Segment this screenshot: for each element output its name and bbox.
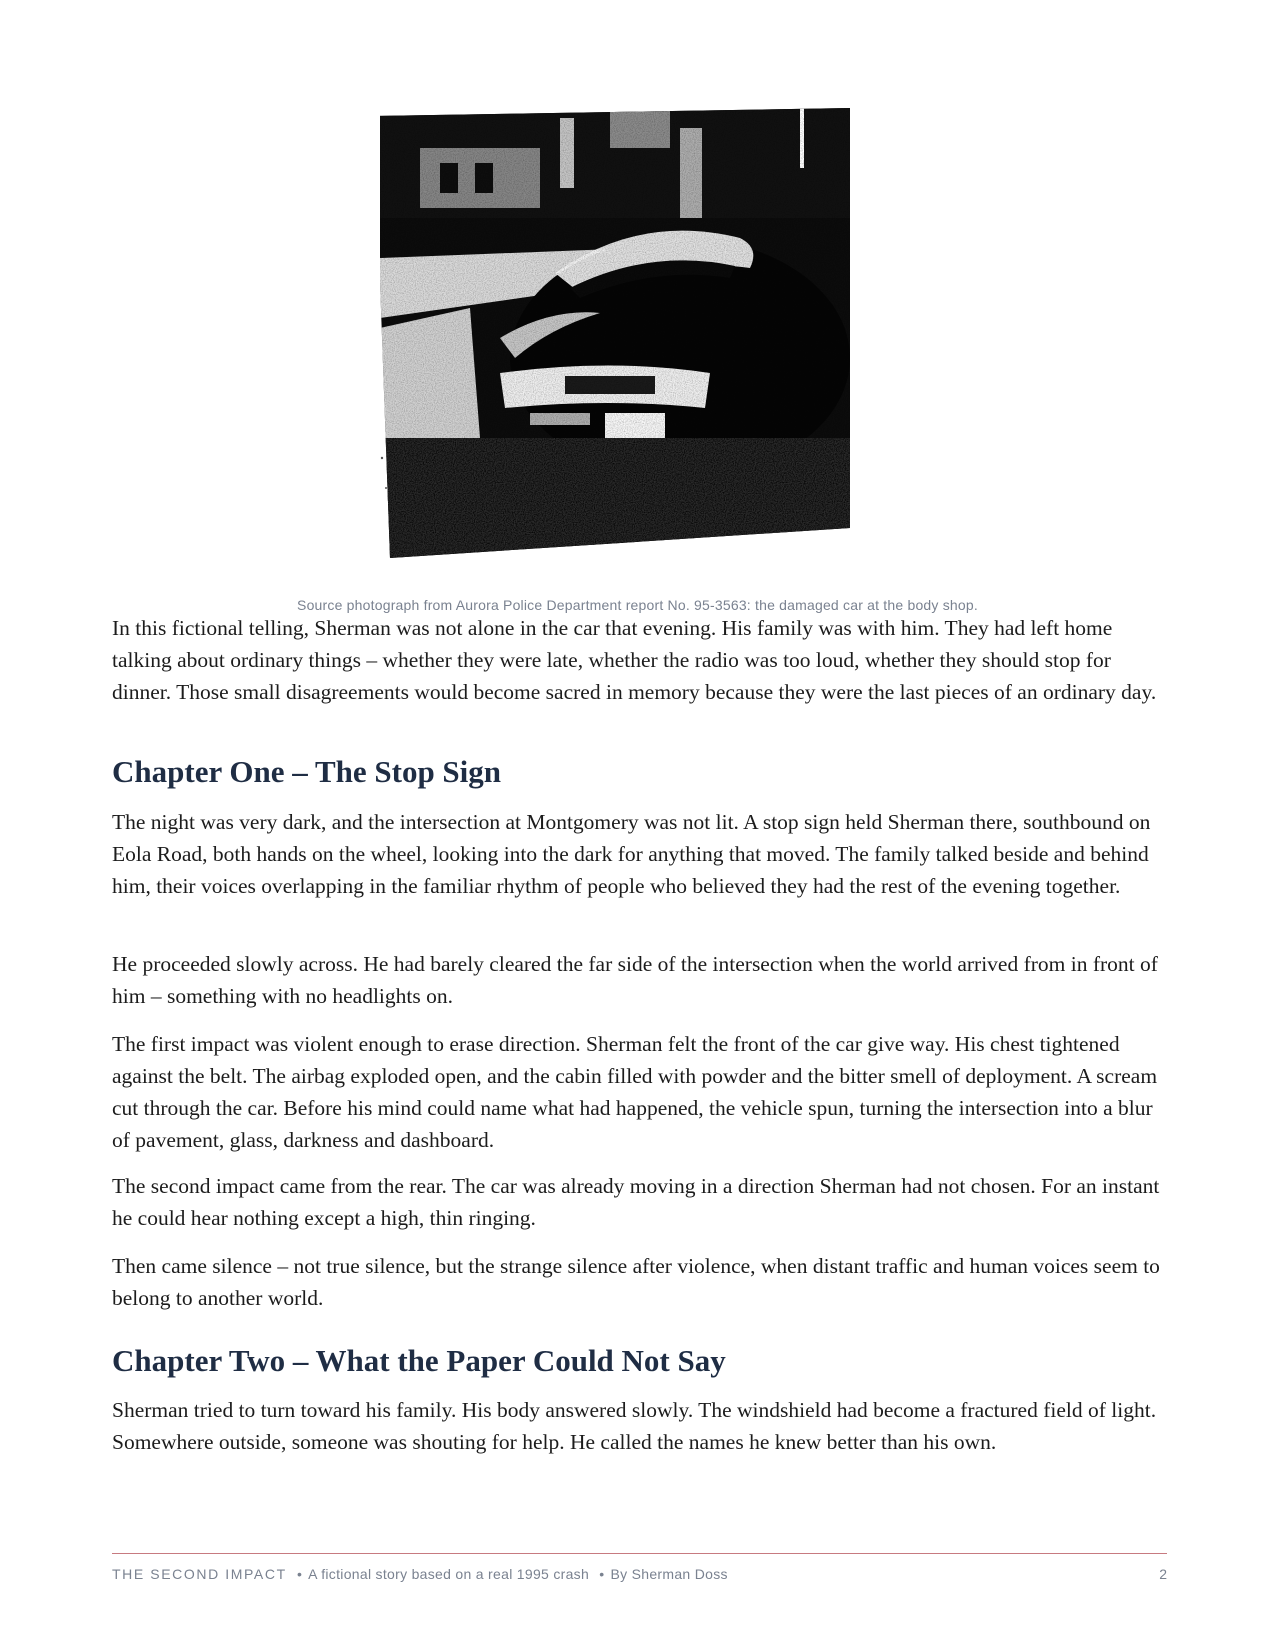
figure-caption: Source photograph from Aurora Police Department report No. 95-3563: the damaged car at the body shop. — [297, 597, 978, 613]
photo-image — [380, 108, 890, 588]
chapter-one-paragraph-3: The first impact was violent enough to erase direction. Sherman felt the front of the car give way. His chest tightened against the belt. The airbag exploded open, and the cabin filled with powder and the bitter smell of deployment. A scream cut through the car. Before his mind could name what had happened, the vehicle spun, turning the intersection into a blur of pavement, glass, darkness and dashboard. — [112, 1032, 1158, 1152]
footer-subtitle: A fictional story based on a real 1995 crash — [308, 1566, 590, 1582]
intro-paragraph: In this fictional telling, Sherman was not alone in the car that evening. His family was with him. They had left home talking about ordinary things – whether they were late, whether the radio was too loud, whether they should stop for dinner. Those small disagreements would become sacred in memory because they were the last pieces of an ordinary day. — [112, 616, 1157, 704]
footer-title: THE SECOND IMPACT — [112, 1566, 287, 1582]
footer-separator-2: • — [599, 1566, 605, 1582]
footer-author: By Sherman Doss — [610, 1566, 728, 1582]
footer-separator-1: • — [296, 1566, 303, 1582]
chapter-two-paragraph-1: Sherman tried to turn toward his family. His body answered slowly. The windshield had become a fractured field of light. Somewhere outside, someone was shouting for help. He called the names he knew better than his own. — [112, 1398, 1157, 1454]
chapter-one-paragraph-2: He proceeded slowly across. He had barely cleared the far side of the intersection when the world arrived from in front of him – something with no headlights on. — [112, 952, 1158, 1008]
chapter-one-heading: Chapter One – The Stop Sign — [112, 754, 502, 789]
chapter-one-paragraph-1: The night was very dark, and the intersection at Montgomery was not lit. A stop sign held Sherman there, southbound on Eola Road, both hands on the wheel, looking into the dark for anything that moved. The family talked beside and behind him, their voices overlapping in the familiar rhythm of people who believed they had the rest of the evening together. — [112, 810, 1151, 898]
chapter-one-paragraph-5: Then came silence – not true silence, but the strange silence after violence, when distant traffic and human voices seem to belong to another world. — [112, 1254, 1160, 1310]
chapter-one-paragraph-4: The second impact came from the rear. The car was already moving in a direction Sherman had not chosen. For an instant he could hear nothing except a high, thin ringing. — [112, 1174, 1160, 1230]
page-number: 2 — [1159, 1566, 1167, 1582]
chapter-two-heading: Chapter Two – What the Paper Could Not Say — [112, 1343, 726, 1378]
crash-photograph — [380, 108, 890, 588]
footer-divider — [112, 1553, 1167, 1554]
page-footer — [112, 1566, 1167, 1582]
